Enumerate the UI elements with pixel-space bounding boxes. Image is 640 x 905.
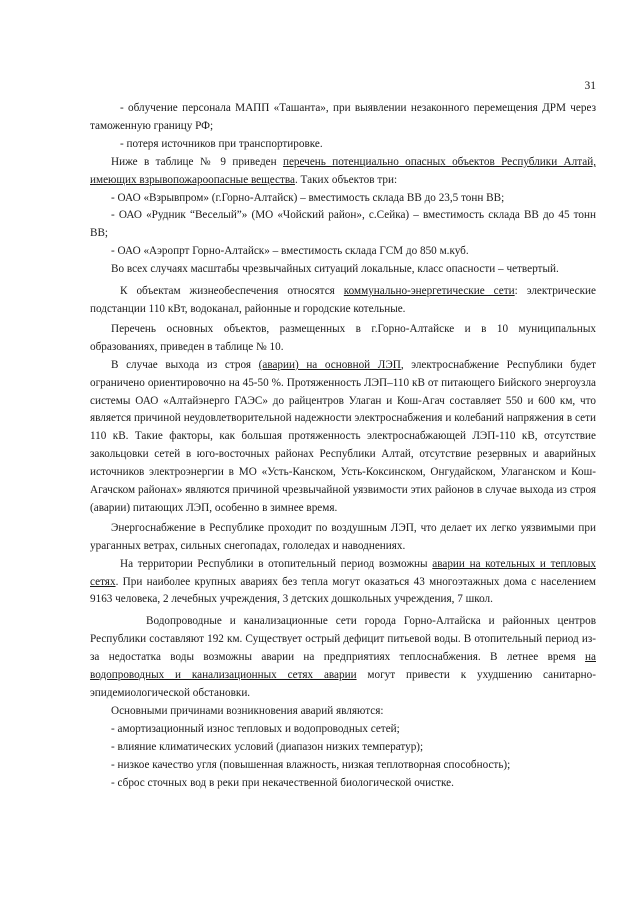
underlined-text: (аварии) на основной ЛЭП xyxy=(258,358,401,371)
paragraph-5: - ОАО «Рудник “Веселый”» (МО «Чойский район», с.Сейка) – вместимость склада ВВ до 45 тонн ВВ; xyxy=(90,209,596,240)
paragraph-12: На территории Республики в отопительный период возможны аварии на котельных и тепловых сетях. При наиболее крупных авариях без тепла могут оказаться 43 многоэтажных дома с населением 9163 человека, 2 лечебных учреждения, 3 детских дошкольных учреждения, 7 школ. xyxy=(90,557,597,606)
paragraph-11: Энергоснабжение в Республике проходит по воздушным ЛЭП, что делает их легко уязвимыми при ураганных ветрах, сильных снегопадах, гололедах и наводнениях. xyxy=(90,521,596,552)
paragraph-9: Перечень основных объектов, размещенных в г.Горно-Алтайске и в 10 муниципальных образованиях, приведен в таблице № 10. xyxy=(90,322,596,353)
paragraph-1: - облучение персонала МАПП «Ташанта», при выявлении незаконного перемещения ДРМ через таможенную границу РФ; xyxy=(90,102,596,132)
list-item-4: - сброс сточных вод в реки при некачественной биологической очистке. xyxy=(111,776,454,789)
paragraph-3: Ниже в таблице № 9 приведен перечень потенциально опасных объектов Республики Алтай, имеющих взрывопожароопасные вещества. Таких объектов три: xyxy=(90,155,596,186)
underlined-text: коммунально-энергетические сети xyxy=(343,285,515,298)
page-number: 31 xyxy=(584,80,596,92)
list-item-3: - низкое качество угля (повышенная влажность, низкая теплотворная способность); xyxy=(111,758,511,771)
paragraph-10: В случае выхода из строя (аварии) на основной ЛЭП, электроснабжение Республики будет ограничено ориентировочно на 45-50 %. Протяженность ЛЭП–110 кВ от питающего Бийского энергоузла системы ОАО «Алтайэнерго ГАЭС» до райцентров Улаган и Кош-Агач составляет 550 и 600 км, что является причиной неудовлетворительной надежности электроснабжения и колебаний напряжения в сети 110 кВ. Такие факторы, как большая протяженность электроснабжающей ЛЭП-110 кВ, отсутствие закольцовки сетей в юго-восточных районах Республики Алтай, отсутствие резервных и аварийных источников электроэнергии в МО «Усть-Канском, Усть-Коксинском, Онгудайском, Улаганском и Кош-Агачском районах» являются причиной чрезвычайной уязвимости этих районов в случае выхода из строя (аварии) питающих ЛЭП, особенно в зимнее время. xyxy=(90,358,597,514)
paragraph-6: - ОАО «Аэропрт Горно-Алтайск» – вместимость склада ГСМ до 850 м.куб. xyxy=(111,245,469,258)
paragraph-8: К объектам жизнеобеспечения относятся коммунально-энергетические сети: электрические подстанции 110 кВт, водоканал, районные и городские котельные. xyxy=(90,285,597,315)
paragraph-7: Во всех случаях масштабы чрезвычайных ситуаций локальные, класс опасности – четвертый. xyxy=(111,263,559,276)
underlined-text: на водопроводных и канализационных сетях аварии xyxy=(90,651,596,682)
paragraph-4: - ОАО «Взрывпром» (г.Горно-Алтайск) – вместимость склада ВВ до 23,5 тонн ВВ; xyxy=(111,191,505,204)
document-body xyxy=(90,100,596,792)
underlined-text: аварии на котельных и тепловых сетях xyxy=(90,557,597,588)
paragraph-14: Основными причинами возникновения аварий являются: xyxy=(111,704,384,717)
paragraph-13: Водопроводные и канализационные сети города Горно-Алтайска и районных центров Республики составляют 192 км. Существует острый дефицит питьевой воды. В отопительный период из-за недостатка воды возможны аварии на предприятиях теплоснабжения. В летнее время на водопроводных и канализационных сетях аварии могут привести к ухудшению санитарно-эпидемиологической обстановки. xyxy=(90,615,596,699)
paragraph-2: - потеря источников при транспортировке. xyxy=(120,137,323,150)
underlined-text: перечень потенциально опасных объектов Республики Алтай, имеющих взрывопожароопасные вещества xyxy=(90,155,596,186)
list-item-2: - влияние климатических условий (диапазон низких температур); xyxy=(111,740,424,753)
list-item-1: - амортизационный износ тепловых и водопроводных сетей; xyxy=(111,722,400,735)
